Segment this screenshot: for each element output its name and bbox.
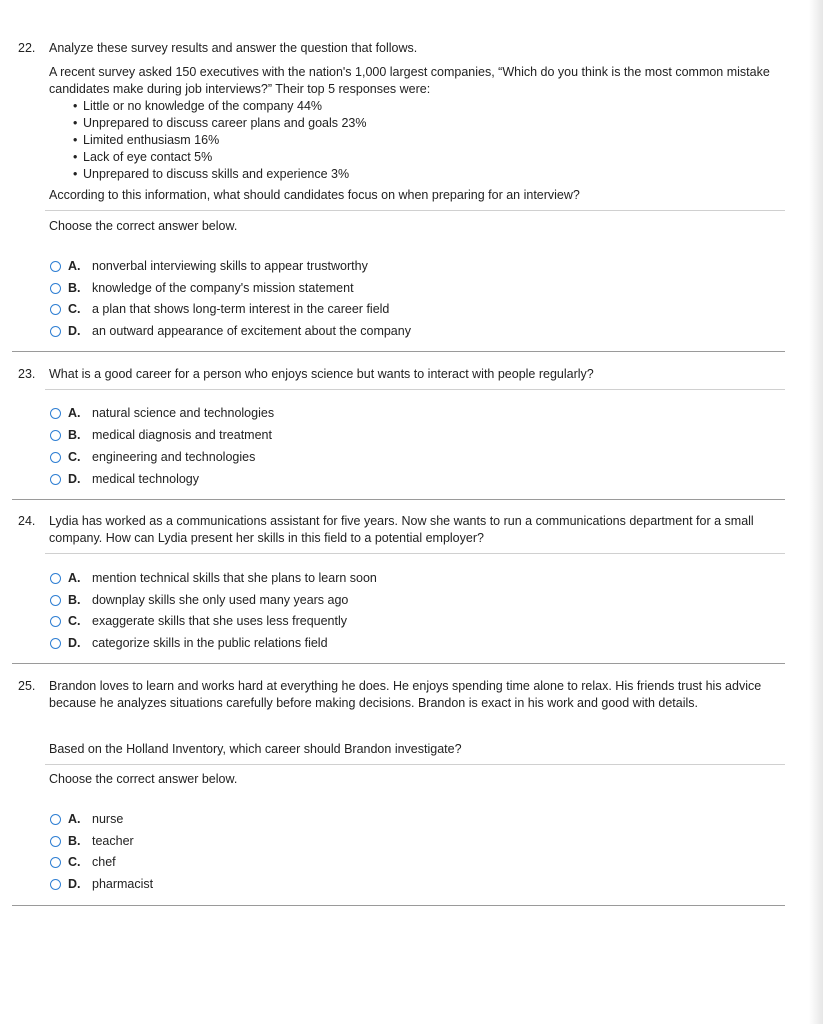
question-number: 23. xyxy=(18,367,36,381)
option-23-b[interactable] xyxy=(50,426,272,444)
option-text: teacher xyxy=(92,833,134,848)
option-letter: D. xyxy=(68,471,81,486)
option-letter: A. xyxy=(68,811,81,826)
question-text: Lydia has worked as a communications assistant for five years. Now she wants to run a communications department for a small company. How can Lydia present her skills in this field to a potential employer? xyxy=(49,514,754,545)
option-25-c[interactable] xyxy=(50,853,116,871)
option-24-a[interactable] xyxy=(50,569,377,587)
option-22-c[interactable] xyxy=(50,300,389,318)
survey-response: • Lack of eye contact 5% xyxy=(49,149,779,166)
option-text: an outward appearance of excitement about the company xyxy=(92,323,411,338)
option-text: knowledge of the company's mission statement xyxy=(92,280,354,295)
option-text: nurse xyxy=(92,811,124,826)
choose-instruction: Choose the correct answer below. xyxy=(49,772,238,786)
question-separator xyxy=(12,499,785,500)
option-23-c[interactable] xyxy=(50,448,255,466)
option-text: exaggerate skills that she uses less frequently xyxy=(92,613,347,628)
radio-button[interactable] xyxy=(50,814,61,825)
divider xyxy=(45,553,785,554)
radio-button[interactable] xyxy=(50,304,61,315)
option-text: medical technology xyxy=(92,471,200,486)
option-text: chef xyxy=(92,854,116,869)
question-number: 22. xyxy=(18,41,36,55)
survey-response: • Limited enthusiasm 16% xyxy=(49,132,779,149)
option-22-d[interactable] xyxy=(50,322,411,340)
option-letter: B. xyxy=(68,427,81,442)
option-letter: C. xyxy=(68,449,81,464)
radio-button[interactable] xyxy=(50,879,61,890)
divider xyxy=(45,210,785,211)
survey-response: • Unprepared to discuss career plans and goals 23% xyxy=(49,115,779,132)
radio-button[interactable] xyxy=(50,857,61,868)
option-text: downplay skills she only used many years ago xyxy=(92,592,349,607)
option-22-b[interactable] xyxy=(50,279,354,297)
question-intro: Analyze these survey results and answer the question that follows. xyxy=(49,41,418,55)
survey-passage: A recent survey asked 150 executives with the nation's 1,000 largest companies, “Which do you think is the most common mistake candidates make during job interviews?” Their top 5 responses were: xyxy=(49,65,770,96)
page-edge-shadow xyxy=(809,0,823,1024)
survey-response: • Unprepared to discuss skills and experience 3% xyxy=(49,166,779,183)
question-separator xyxy=(12,905,785,906)
option-letter: A. xyxy=(68,570,81,585)
survey-responses-list xyxy=(49,98,779,183)
radio-button[interactable] xyxy=(50,638,61,649)
choose-instruction: Choose the correct answer below. xyxy=(49,219,238,233)
option-24-c[interactable] xyxy=(50,612,347,630)
option-23-a[interactable] xyxy=(50,404,274,422)
option-25-d[interactable] xyxy=(50,875,153,893)
divider xyxy=(45,764,785,765)
survey-response: • Little or no knowledge of the company 44% xyxy=(49,98,779,115)
option-text: pharmacist xyxy=(92,876,154,891)
option-letter: A. xyxy=(68,258,81,273)
question-text: Based on the Holland Inventory, which career should Brandon investigate? xyxy=(49,742,462,756)
question-passage: Brandon loves to learn and works hard at everything he does. He enjoys spending time alone to relax. His friends trust his advice because he analyzes situations carefully before making decisions. Brandon is exact in his work and good with details. xyxy=(49,679,762,710)
question-separator xyxy=(12,351,785,352)
radio-button[interactable] xyxy=(50,474,61,485)
option-letter: C. xyxy=(68,854,81,869)
radio-button[interactable] xyxy=(50,408,61,419)
option-text: mention technical skills that she plans to learn soon xyxy=(92,570,377,585)
radio-button[interactable] xyxy=(50,283,61,294)
radio-button[interactable] xyxy=(50,595,61,606)
option-23-d[interactable] xyxy=(50,470,199,488)
option-letter: D. xyxy=(68,635,81,650)
option-24-b[interactable] xyxy=(50,591,348,609)
radio-button[interactable] xyxy=(50,430,61,441)
question-number: 25. xyxy=(18,679,36,693)
option-text: medical diagnosis and treatment xyxy=(92,427,272,442)
option-letter: D. xyxy=(68,323,81,338)
question-separator xyxy=(12,663,785,664)
option-text: natural science and technologies xyxy=(92,405,275,420)
option-letter: C. xyxy=(68,613,81,628)
option-letter: B. xyxy=(68,592,81,607)
option-letter: A. xyxy=(68,405,81,420)
question-text: What is a good career for a person who enjoys science but wants to interact with people regularly? xyxy=(49,367,594,381)
radio-button[interactable] xyxy=(50,573,61,584)
option-text: categorize skills in the public relations field xyxy=(92,635,328,650)
option-text: engineering and technologies xyxy=(92,449,256,464)
radio-button[interactable] xyxy=(50,261,61,272)
question-number: 24. xyxy=(18,514,36,528)
radio-button[interactable] xyxy=(50,326,61,337)
option-letter: C. xyxy=(68,301,81,316)
option-25-b[interactable] xyxy=(50,832,134,850)
option-text: a plan that shows long-term interest in the career field xyxy=(92,301,390,316)
option-24-d[interactable] xyxy=(50,634,328,652)
option-letter: D. xyxy=(68,876,81,891)
question-text: According to this information, what should candidates focus on when preparing for an interview? xyxy=(49,188,580,202)
option-text: nonverbal interviewing skills to appear trustworthy xyxy=(92,258,368,273)
divider xyxy=(45,389,785,390)
option-25-a[interactable] xyxy=(50,810,123,828)
radio-button[interactable] xyxy=(50,836,61,847)
option-letter: B. xyxy=(68,280,81,295)
option-letter: B. xyxy=(68,833,81,848)
radio-button[interactable] xyxy=(50,452,61,463)
radio-button[interactable] xyxy=(50,616,61,627)
option-22-a[interactable] xyxy=(50,257,368,275)
